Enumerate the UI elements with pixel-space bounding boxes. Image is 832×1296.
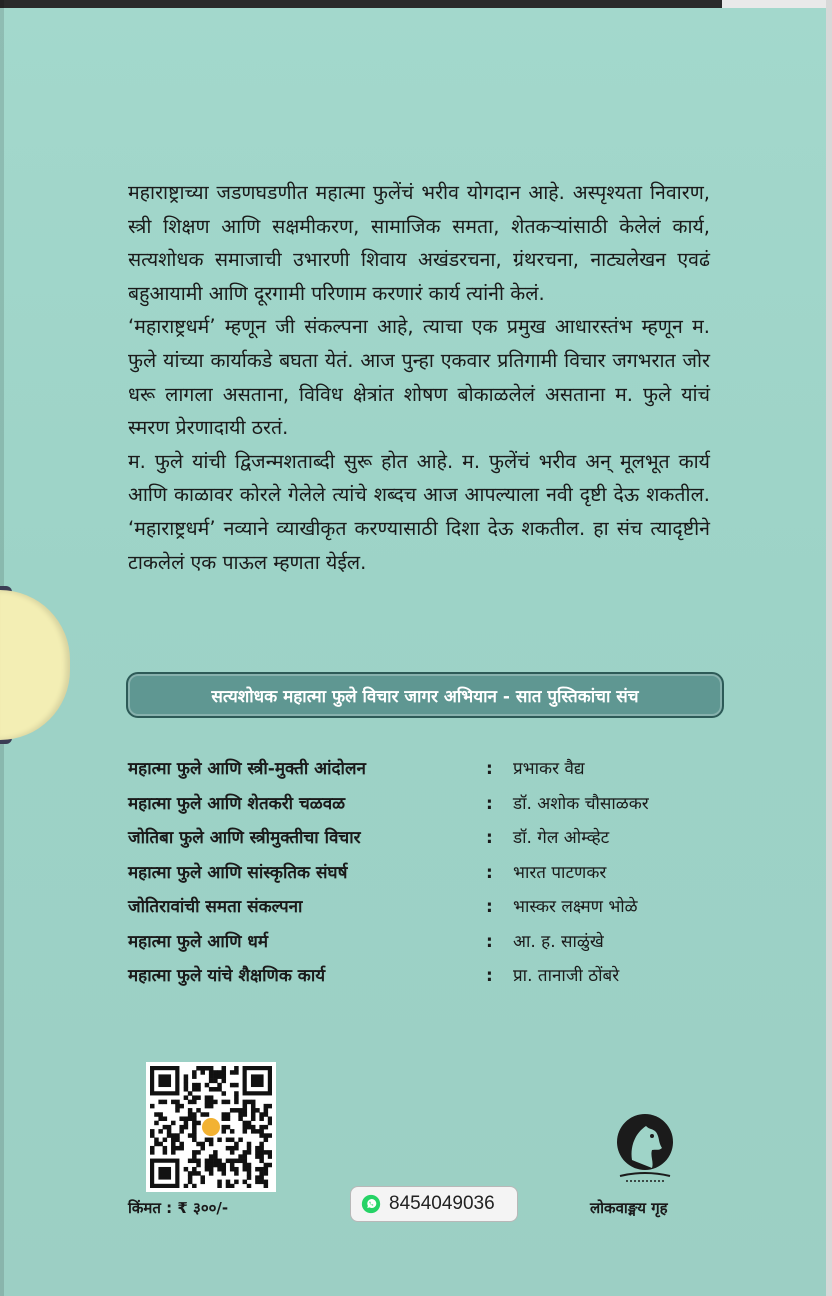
publisher-name: लोकवाङ्मय गृह bbox=[590, 1199, 668, 1217]
book-separator: : bbox=[486, 793, 493, 814]
top-edge-strip bbox=[0, 0, 832, 8]
book-author: भारत पाटणकर bbox=[513, 862, 607, 883]
horse-head-logo-icon bbox=[612, 1112, 678, 1188]
whatsapp-icon bbox=[361, 1194, 381, 1214]
book-separator: : bbox=[486, 759, 493, 779]
book-list-item bbox=[128, 787, 728, 822]
book-author: डॉ. अशोक चौसाळकर bbox=[513, 793, 649, 814]
book-list-item bbox=[128, 821, 728, 856]
book-list-item bbox=[128, 925, 728, 960]
book-title: जोतिबा फुले आणि स्त्रीमुक्तीचा विचार bbox=[128, 828, 361, 848]
book-title: महात्मा फुले आणि शेतकरी चळवळ bbox=[128, 793, 346, 814]
book-list-item bbox=[128, 856, 728, 891]
book-author: आ. ह. साळुंखे bbox=[513, 931, 604, 952]
book-title: जोतिरावांची समता संकल्पना bbox=[128, 897, 303, 917]
book-author: प्रभाकर वैद्य bbox=[513, 759, 585, 779]
description-paragraph-1: महाराष्ट्राच्या जडणघडणीत महात्मा फुलेंचं भरीव योगदान आहे. अस्पृश्यता निवारण, स्त्री शिक्षण आणि सक्षमीकरण, सामाजिक समता, शेतकऱ्यांसाठी केलेलं कार्य, सत्यशोधक समाजाची उभारणी शिवाय अखंडरचना, ग्रंथरचना, नाट्यलेखन एवढं बहुआयामी आणि दूरगामी परिणाम करणारं कार्य त्यांनी केलं. bbox=[128, 181, 710, 305]
book-title: महात्मा फुले यांचे शैक्षणिक कार्य bbox=[128, 966, 326, 986]
price-label: किंमत : ₹ ३००/- bbox=[128, 1199, 229, 1217]
description-paragraph-3: म. फुले यांची द्विजन्मशताब्दी सुरू होत आहे. म. फुलेंचं भरीव अन् मूलभूत कार्य आणि काळावर कोरले गेलेले त्यांचे शब्दच आज आपल्याला नवी दृष्टी देऊ शकतील. ‘महाराष्ट्रधर्म’ नव्याने व्याखीकृत करण्यासाठी दिशा देऊ शकतील. हा संच त्यादृष्टीने टाकलेलं एक पाऊल म्हणता येईल. bbox=[128, 449, 710, 574]
phone-badge[interactable] bbox=[350, 1186, 518, 1222]
description-paragraph-2: ‘महाराष्ट्रधर्म’ म्हणून जी संकल्पना आहे, त्याचा एक प्रमुख आधारस्तंभ म्हणून म. फुले यांच्या कार्याकडे बघता येतं. आज पुन्हा एकवार प्रतिगामी विचार जगभरात जोर धरू लागला असताना, विविध क्षेत्रांत शोषण बोकाळलेलं असताना म. फुले यांचं स्मरण प्रेरणादायी ठरतं. bbox=[128, 315, 710, 440]
book-title: महात्मा फुले आणि धर्म bbox=[128, 931, 269, 952]
book-separator: : bbox=[486, 931, 493, 952]
right-edge-shade bbox=[826, 0, 832, 1296]
book-list-item bbox=[128, 890, 728, 925]
book-separator: : bbox=[486, 828, 493, 848]
book-separator: : bbox=[486, 966, 493, 986]
book-list bbox=[128, 752, 728, 994]
series-banner: सत्यशोधक महात्मा फुले विचार जागर अभियान - सात पुस्तिकांचा संच bbox=[126, 672, 724, 718]
description-text bbox=[128, 176, 710, 579]
book-list-item bbox=[128, 959, 728, 994]
book-title: महात्मा फुले आणि सांस्कृतिक संघर्ष bbox=[128, 862, 348, 883]
qr-code-icon[interactable] bbox=[146, 1062, 276, 1192]
book-author: भास्कर लक्ष्मण भोळे bbox=[513, 897, 638, 917]
book-separator: : bbox=[486, 897, 493, 917]
book-separator: : bbox=[486, 862, 493, 883]
slipcase-pull-tab[interactable] bbox=[0, 590, 70, 740]
book-title: महात्मा फुले आणि स्त्री-मुक्ती आंदोलन bbox=[128, 759, 366, 779]
book-author: डॉ. गेल ओम्व्हेट bbox=[513, 828, 610, 848]
book-list-item bbox=[128, 752, 728, 787]
top-edge-gap bbox=[722, 0, 832, 8]
phone-number: 8454049036 bbox=[389, 1193, 495, 1214]
book-author: प्रा. तानाजी ठोंबरे bbox=[513, 966, 620, 986]
